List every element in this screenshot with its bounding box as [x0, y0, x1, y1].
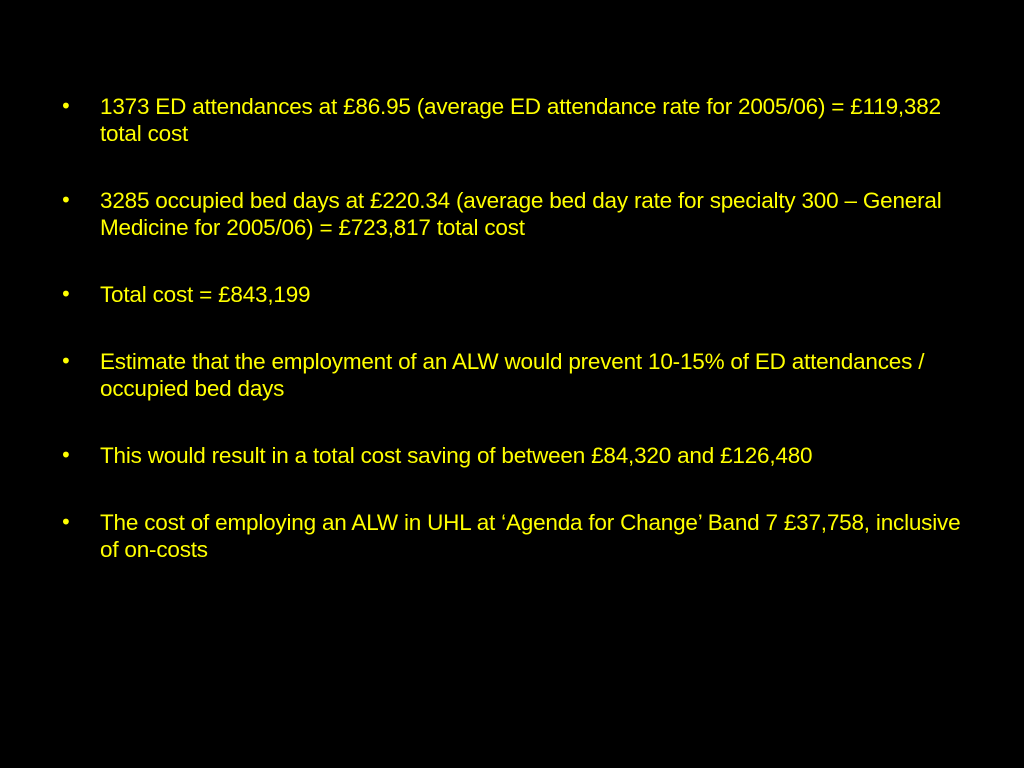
bullet-icon: • — [60, 94, 72, 118]
bullet-icon: • — [60, 443, 72, 467]
bullet-text: Total cost = £843,199 — [100, 282, 311, 307]
bullet-icon: • — [60, 349, 72, 373]
bullet-list — [58, 93, 978, 603]
bullet-text: The cost of employing an ALW in UHL at ‘Agenda for Change’ Band 7 £37,758, inclusive of on-costs — [100, 510, 961, 562]
bullet-item — [58, 93, 978, 147]
bullet-text: Estimate that the employment of an ALW would prevent 10-15% of ED attendances / occupied bed days — [100, 349, 925, 401]
bullet-item — [58, 281, 978, 308]
bullet-icon: • — [60, 282, 72, 306]
bullet-icon: • — [60, 510, 72, 534]
bullet-item — [58, 442, 978, 469]
bullet-text: 3285 occupied bed days at £220.34 (average bed day rate for specialty 300 – General Medicine for 2005/06) = £723,817 total cost — [100, 188, 942, 240]
bullet-icon: • — [60, 188, 72, 212]
bullet-item — [58, 187, 978, 241]
bullet-item — [58, 348, 978, 402]
bullet-text: 1373 ED attendances at £86.95 (average ED attendance rate for 2005/06) = £119,382 total cost — [100, 94, 941, 146]
bullet-text: This would result in a total cost saving of between £84,320 and £126,480 — [100, 443, 813, 468]
bullet-item — [58, 509, 978, 563]
